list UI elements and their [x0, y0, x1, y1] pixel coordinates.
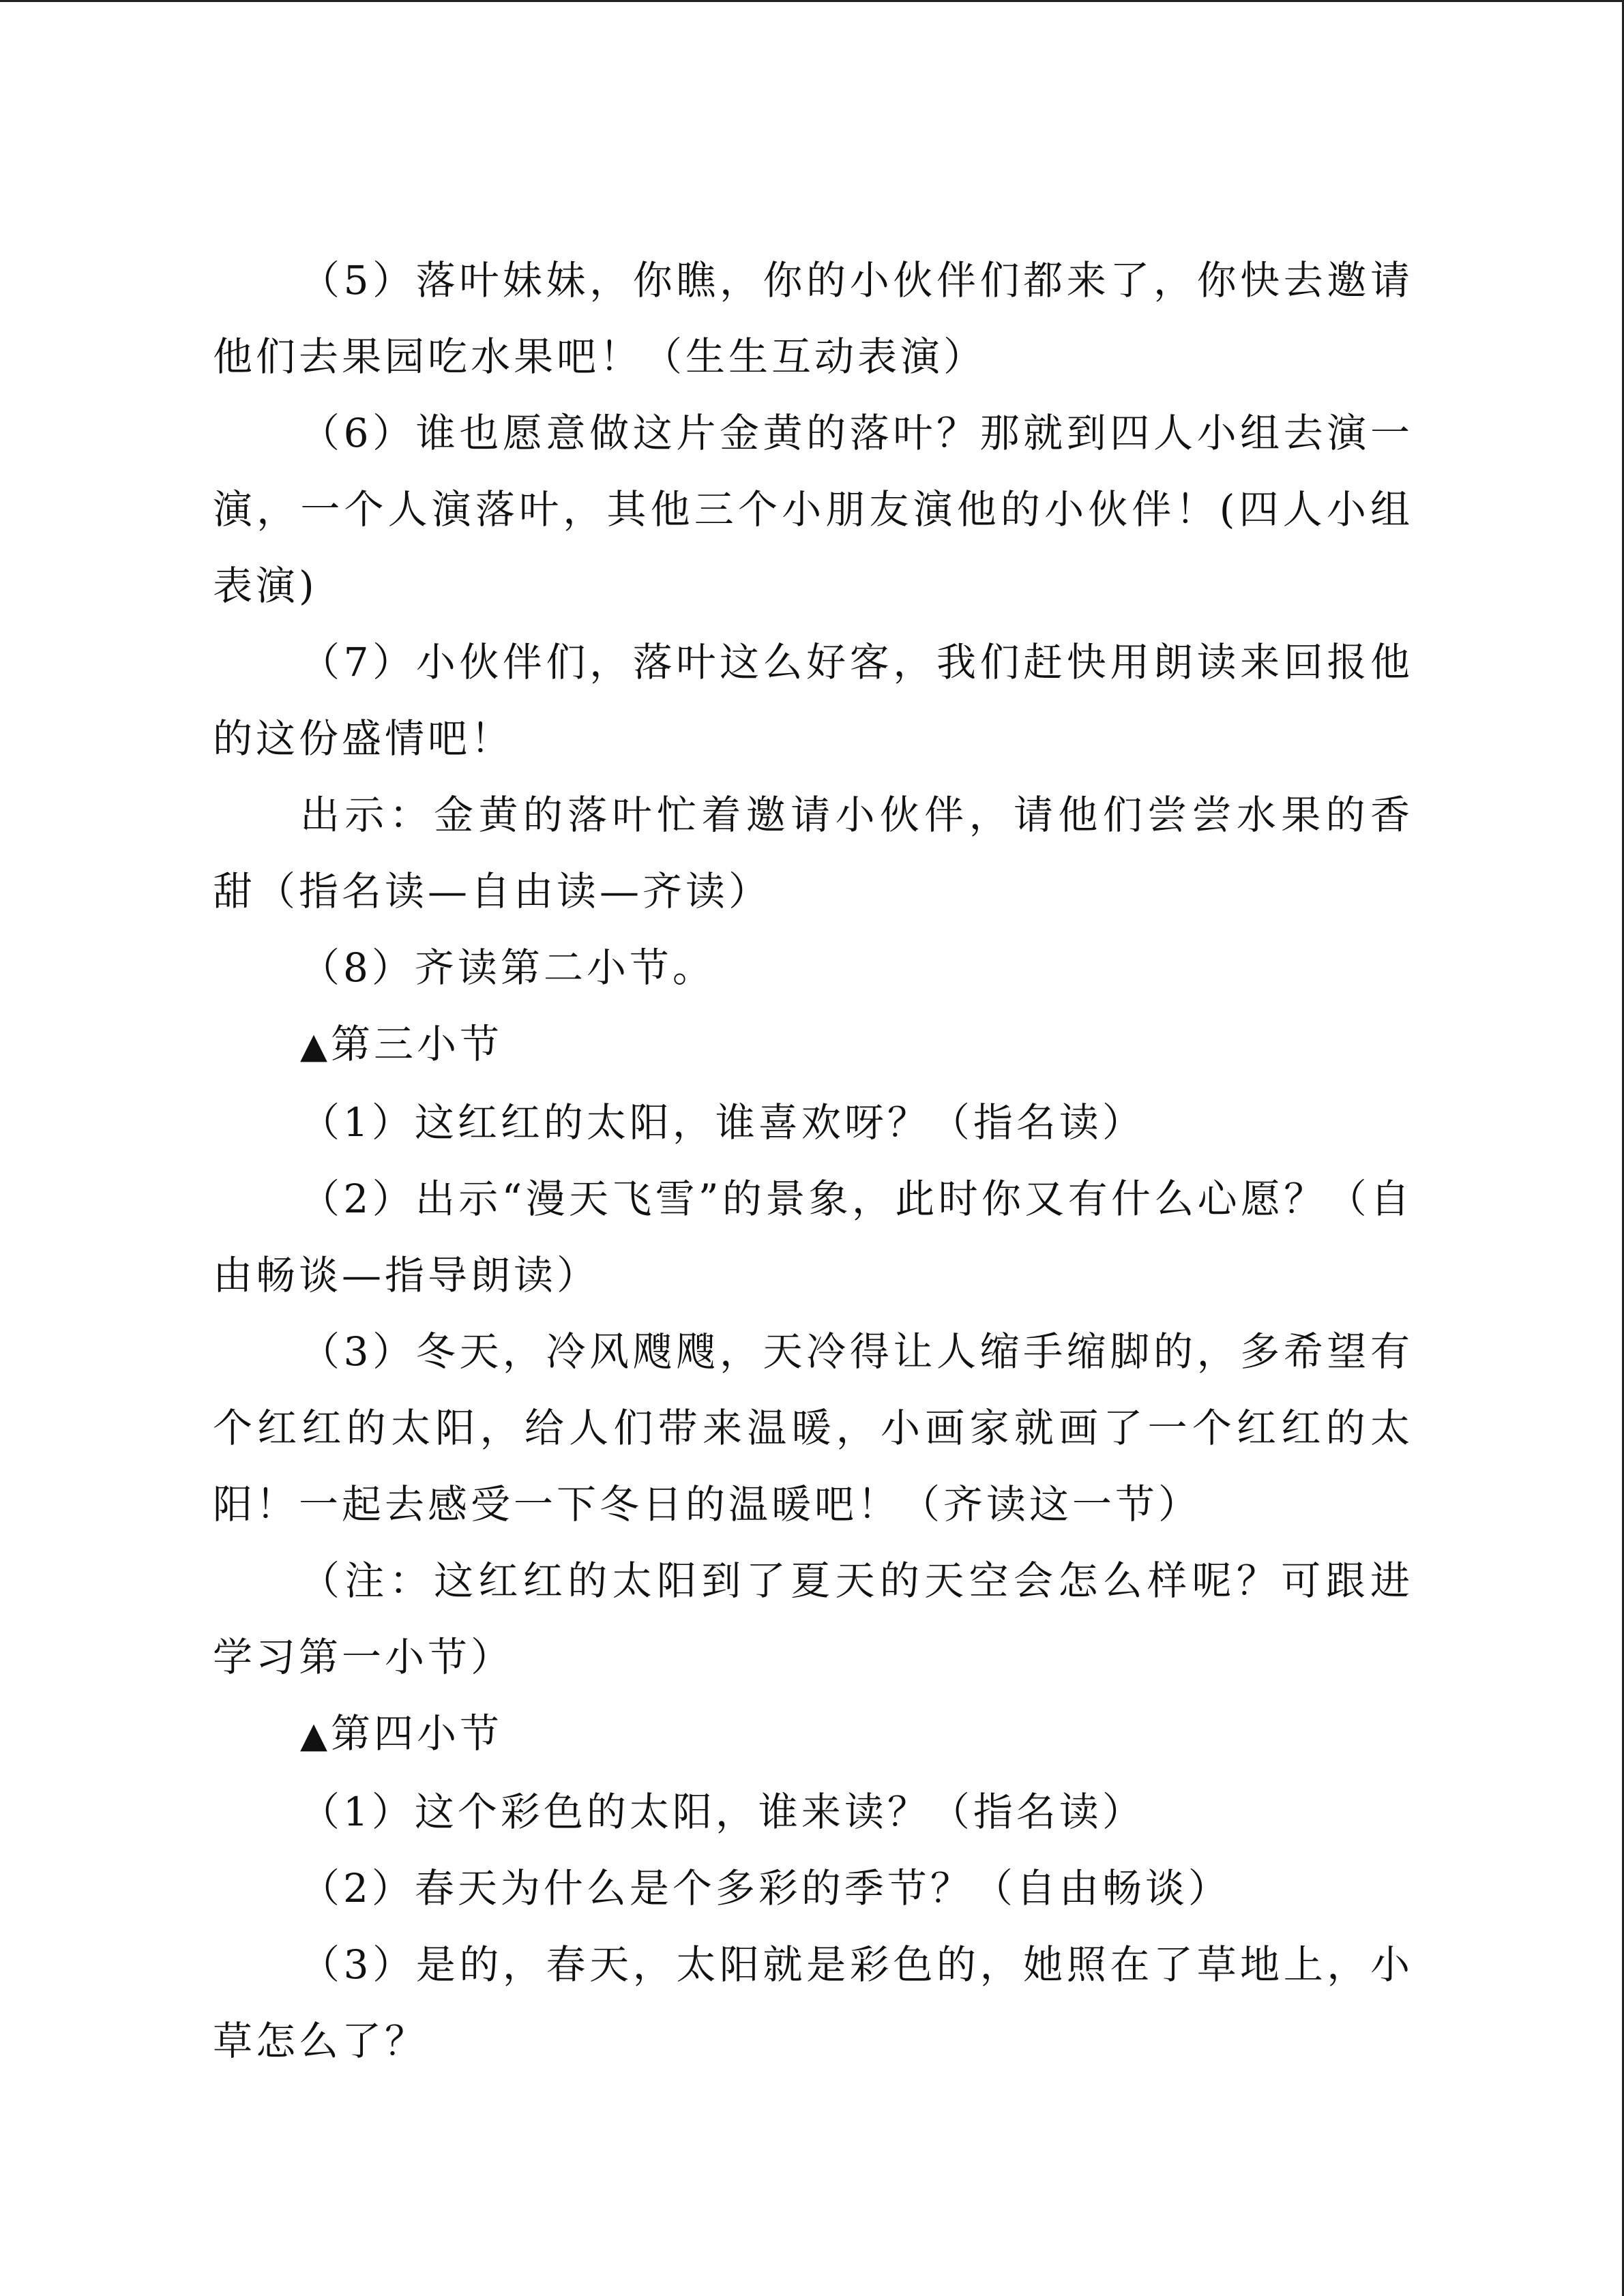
section-heading-4-label: 第四小节: [331, 1710, 503, 1757]
paragraph-3-1: （1）这红红的太阳，谁喜欢呀？（指名读）: [300, 1099, 1145, 1146]
paragraph-note: （注：这红红的太阳到了夏天的天空会怎么样呢？可跟进学习第一小节）: [213, 1557, 1413, 1680]
paragraph-4-3: （3）是的，春天，太阳就是彩色的，她照在了草地上，小草怎么了？: [213, 1941, 1413, 2064]
triangle-icon: ▲: [300, 1026, 331, 1067]
paragraph-4-2: （2）春天为什么是个多彩的季节？（自由畅谈）: [300, 1865, 1231, 1911]
paragraph-7: （7）小伙伴们，落叶这么好客，我们赶快用朗读来回报他的这份盛情吧！: [213, 639, 1413, 762]
document-body: [213, 242, 1413, 2079]
paragraph-8: （8）齐读第二小节。: [300, 944, 715, 991]
triangle-icon: ▲: [300, 1715, 331, 1756]
section-heading-4: [213, 1695, 1413, 1774]
paragraph-show: 出示：金黄的落叶忙着邀请小伙伴，请他们尝尝水果的香甜（指名读—自由读—齐读）: [213, 792, 1413, 914]
paragraph-3-3: （3）冬天，冷风飕飕，天冷得让人缩手缩脚的，多希望有个红红的太阳，给人们带来温暖，小画家就画了一个红红的太阳！一起去感受一下冬日的温暖吧！（齐读这一节）: [213, 1328, 1413, 1527]
paragraph-3-2: （2）出示“漫天飞雪”的景象，此时你又有什么心愿？（自由畅谈—指导朗读）: [213, 1176, 1413, 1298]
paragraph-6: （6）谁也愿意做这片金黄的落叶？那就到四人小组去演一演，一个人演落叶，其他三个小朋友演他的小伙伴！(四人小组表演): [213, 410, 1413, 609]
paragraph-4-1: （1）这个彩色的太阳，谁来读？（指名读）: [300, 1789, 1145, 1835]
section-heading-3-label: 第三小节: [331, 1021, 503, 1067]
section-heading-3: [213, 1006, 1413, 1084]
paragraph-5: （5）落叶妹妹，你瞧，你的小伙伴们都来了，你快去邀请他们去果园吃水果吧！（生生互动表演）: [213, 257, 1413, 380]
